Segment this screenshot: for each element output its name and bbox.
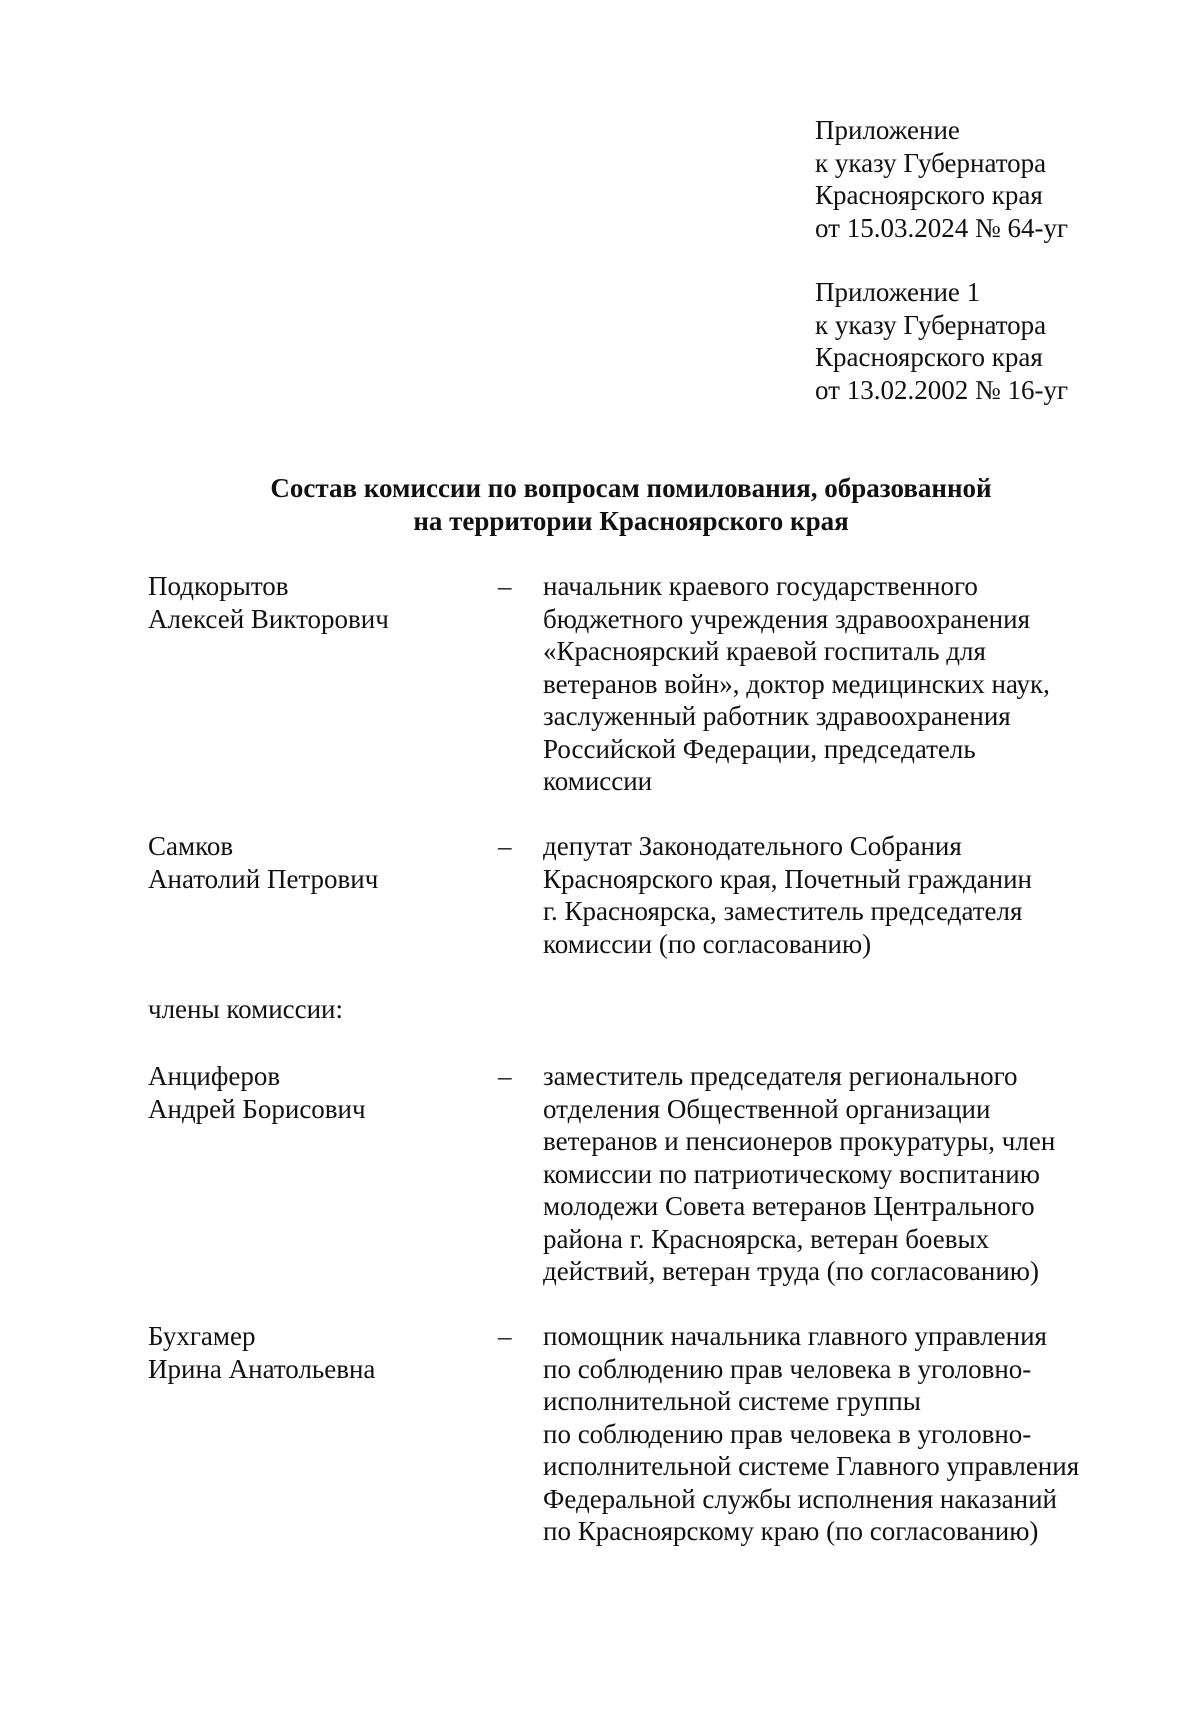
annex-line: Красноярского края [815,180,1043,210]
position-line: заслуженный работник здравоохранения [543,701,1011,731]
member-position [543,1320,1113,1548]
position-line: комиссии (по согласованию) [543,928,872,959]
member-given-names: Ирина Анатольевна [148,1353,376,1384]
position-line: Российской Федерации, председатель [543,733,976,764]
position-line: «Красноярский краевой госпиталь для [543,636,986,666]
member-given-names: Анатолий Петрович [148,863,379,894]
position-line: по соблюдению прав человека в уголовно- [543,1353,1032,1384]
member-name [148,1060,478,1125]
position-line: по соблюдению прав человека в уголовно- [543,1418,1032,1449]
member-position [543,570,1113,798]
position-line: депутат Законодательного Собрания [543,831,962,861]
annex-line: от 13.02.2002 № 16-уг [815,374,1069,405]
annex-line: Красноярского края [815,342,1043,372]
member-given-names: Алексей Викторович [148,603,389,634]
annex-line: к указу Губернатора [815,147,1047,178]
title-line: Состав комиссии по вопросам помилования, образованной [270,473,992,503]
position-line: ветеранов войн», доктор медицинских наук, [543,668,1050,699]
member-surname: Анциферов [148,1061,281,1091]
member-position [543,1060,1113,1288]
position-line: комиссии [543,766,653,796]
member-surname: Бухгамер [148,1321,256,1351]
document-title [0,472,1200,538]
position-line: по Красноярскому краю (по согласованию) [543,1516,1039,1546]
position-line: ветеранов и пенсионеров прокуратуры, член [543,1126,1056,1156]
annex-header-original [815,276,1068,406]
separator-dash: – [498,831,512,861]
separator-dash: – [498,1061,512,1091]
position-line: бюджетного учреждения здравоохранения [543,603,1030,634]
title-line: на территории Красноярского края [413,506,849,536]
position-line: исполнительной системе Главного управления [543,1451,1080,1481]
member-given-names: Андрей Борисович [148,1093,366,1124]
position-line: отделения Общественной организации [543,1093,991,1124]
member-surname: Подкорытов [148,571,289,601]
member-name [148,1320,478,1385]
position-line: Красноярского края, Почетный гражданин [543,863,1032,894]
separator-dash: – [498,1321,512,1351]
position-line: начальник краевого государственного [543,571,978,601]
position-line: комиссии по патриотическому воспитанию [543,1158,1040,1189]
position-line: заместитель председателя регионального [543,1061,1018,1091]
annex-line: Приложение [815,115,960,145]
member-name [148,570,478,635]
annex-line: к указу Губернатора [815,309,1047,340]
annex-line: Приложение 1 [815,277,981,307]
annex-header-current [815,114,1068,244]
position-line: Федеральной службы исполнения наказаний [543,1483,1057,1514]
position-line: района г. Красноярска, ветеран боевых [543,1223,990,1254]
member-position [543,830,1113,960]
members-section-label: члены комиссии: [148,994,344,1024]
position-line: г. Красноярска, заместитель председателя [543,896,1023,926]
position-line: помощник начальника главного управления [543,1321,1047,1351]
member-name [148,830,478,895]
position-line: молодежи Совета ветеранов Центрального [543,1191,1035,1221]
position-line: действий, ветеран труда (по согласованию) [543,1256,1039,1286]
position-line: исполнительной системе группы [543,1386,921,1416]
separator-dash: – [498,571,512,601]
member-surname: Самков [148,831,234,861]
annex-line: от 15.03.2024 № 64-уг [815,212,1069,243]
